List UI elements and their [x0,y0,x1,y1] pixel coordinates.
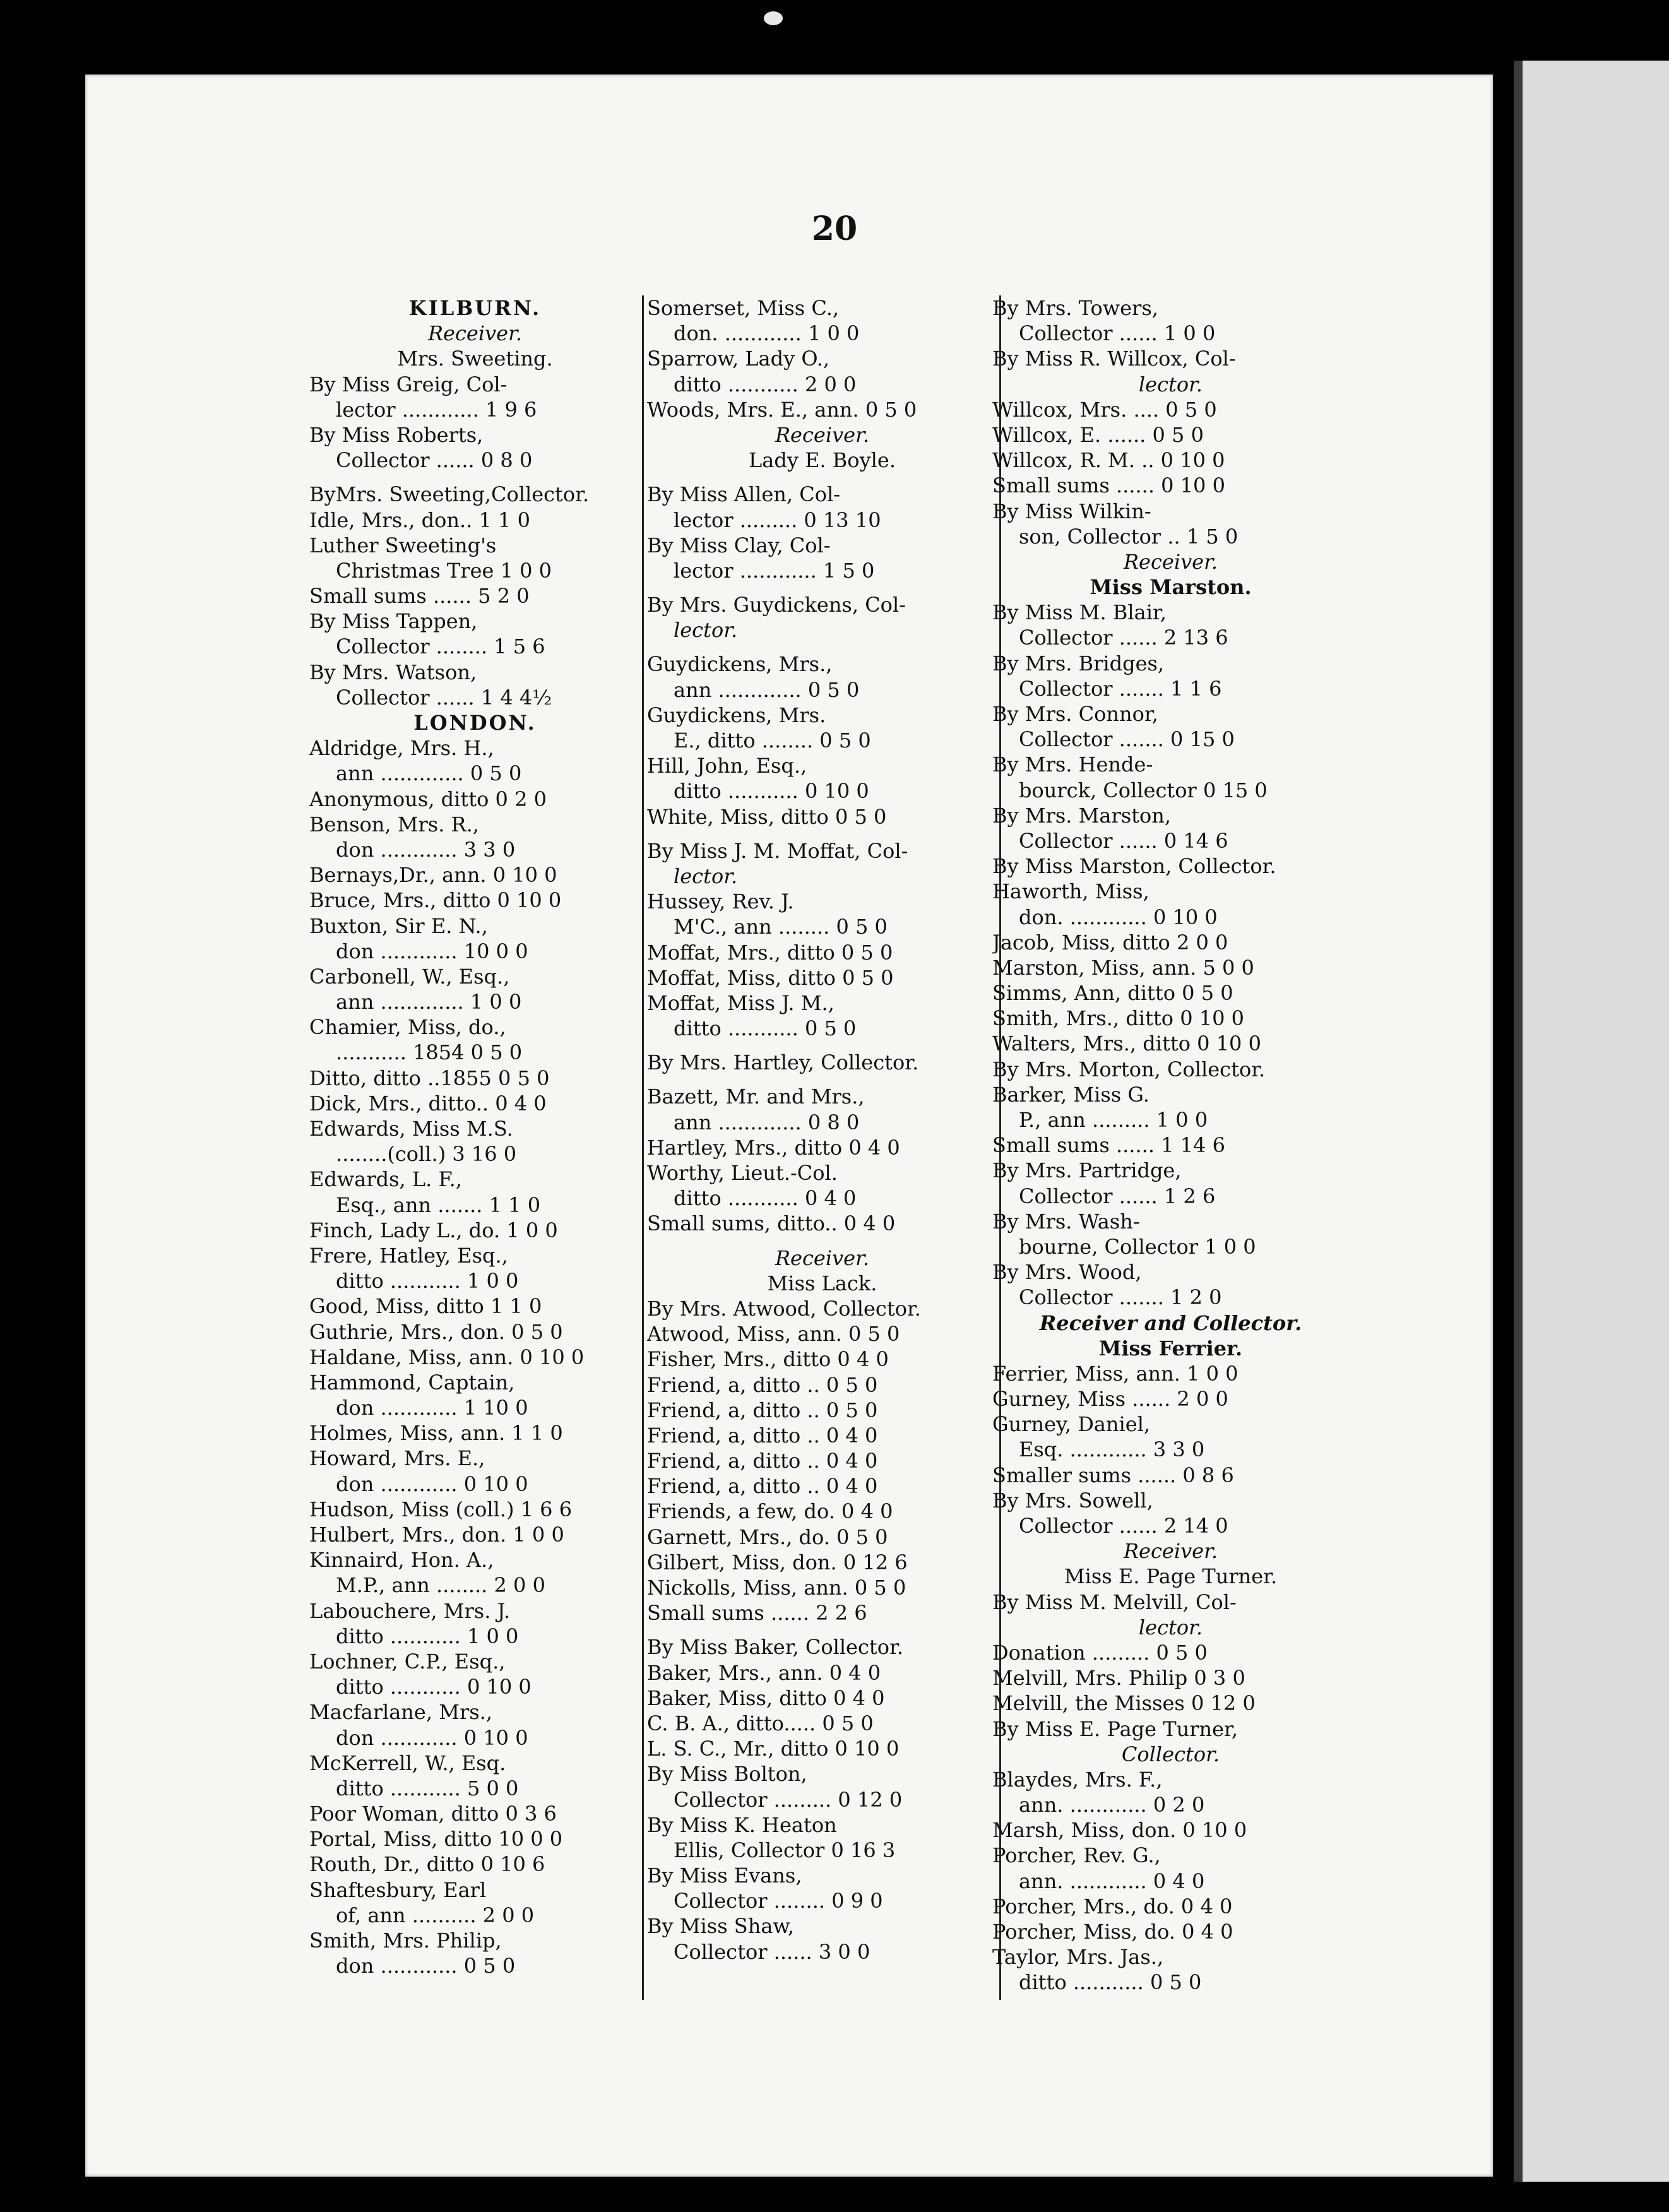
entry-line: Chamier, Miss, do., [309,1015,506,1040]
entry-line: Marsh, Miss, don. 0 10 0 [992,1818,1247,1843]
entry-line: Marston, Miss, ann. 5 0 0 [992,955,1254,980]
entry-line: By Miss Wilkin- [992,499,1151,523]
entry-line: Howard, Mrs. E., [309,1446,485,1471]
entry-line: Guthrie, Mrs., don. 0 5 0 [309,1319,563,1344]
entry-line: Collector ...... 2 14 0 [1019,1514,1228,1538]
entry-line: Collector ...... 1 2 6 [1019,1184,1216,1208]
entry-line: Sparrow, Lady O., [647,347,830,371]
entry-line: Labouchere, Mrs. J. [309,1598,511,1623]
entry-line: bourck, Collector 0 15 0 [1019,778,1268,802]
entry-line: By Mrs. Sowell, [992,1488,1153,1513]
entry-line: Ditto, ditto ..1855 0 5 0 [309,1066,550,1090]
entry-line: Miss E. Page Turner. [1064,1564,1278,1589]
entry-line: Kinnaird, Hon. A., [309,1548,494,1573]
entry-line: Donation ......... 0 5 0 [992,1640,1208,1665]
entry-line: son, Collector .. 1 5 0 [1019,524,1238,549]
entry-line: Porcher, Miss, do. 0 4 0 [992,1920,1233,1944]
entry-line: Collector ......... 0 12 0 [674,1787,903,1812]
entry-line: Friend, a, ditto .. 0 4 0 [647,1423,878,1448]
entry-line: Friend, a, ditto .. 0 5 0 [647,1372,878,1397]
entry-line: E., ditto ........ 0 5 0 [674,728,871,752]
column-rule-left [642,295,644,2000]
entry-line: Edwards, Miss M.S. [309,1117,513,1141]
entry-line: Walters, Mrs., ditto 0 10 0 [992,1032,1261,1056]
entry-line: Miss Marston. [1090,575,1252,600]
entry-line: Hammond, Captain, [309,1370,515,1394]
entry-line: Receiver. [1123,549,1218,574]
entry-line: Moffat, Miss J. M., [647,990,834,1015]
entry-line: Christmas Tree 1 0 0 [336,558,552,583]
next-page-edge [1514,61,1669,2182]
entry-line: Friend, a, ditto .. 0 4 0 [647,1449,878,1473]
entry-line: Worthy, Lieut.-Col. [647,1161,838,1185]
entry-line: Fisher, Mrs., ditto 0 4 0 [647,1347,889,1372]
entry-line: Gurney, Miss ...... 2 0 0 [992,1387,1228,1412]
entry-line: Porcher, Mrs., do. 0 4 0 [992,1894,1233,1918]
entry-line: lector. [1138,1615,1203,1639]
entry-line: Moffat, Mrs., ditto 0 5 0 [647,940,893,965]
entry-line: By Mrs. Partridge, [992,1158,1182,1183]
page-edge-shadow [1514,61,1523,2182]
entry-line: M'C., ann ........ 0 5 0 [674,915,888,939]
entry-line: lector. [674,864,738,888]
entry-line: ann ............. 0 5 0 [336,761,522,786]
entry-line: By Miss Evans, [647,1864,802,1888]
entry-line: Receiver. [427,321,523,346]
entry-line: By Miss M. Melvill, Col- [992,1590,1237,1614]
entry-line: ann ............. 0 5 0 [674,677,860,702]
entry-line: Willcox, Mrs. .... 0 5 0 [992,397,1217,422]
entry-line: Baker, Mrs., ann. 0 4 0 [647,1660,881,1685]
entry-line: Garnett, Mrs., do. 0 5 0 [647,1525,888,1549]
entry-line: Holmes, Miss, ann. 1 1 0 [309,1421,563,1446]
entry-line: By Mrs. Wash- [992,1209,1140,1234]
subscription-column-2 [647,295,997,1965]
entry-line: Collector ...... 1 0 0 [1019,321,1216,346]
entry-line: By Miss Bolton, [647,1762,807,1787]
entry-line: Mrs. Sweeting. [397,347,553,371]
entry-line: Woods, Mrs. E., ann. 0 5 0 [647,397,917,422]
entry-line: Melvill, the Misses 0 12 0 [992,1691,1256,1716]
entry-line: Receiver and Collector. [1039,1311,1302,1335]
entry-line: Gurney, Daniel, [992,1412,1151,1437]
entry-line: Receiver. [1123,1539,1218,1564]
entry-line: ditto ........... 2 0 0 [674,372,857,396]
entry-line: Moffat, Miss, ditto 0 5 0 [647,965,894,990]
entry-line: Baker, Miss, ditto 0 4 0 [647,1686,885,1710]
entry-line: By Mrs. Wood, [992,1260,1142,1285]
page-number: 20 [811,210,858,248]
entry-line: Luther Sweeting's [309,533,497,557]
entry-line: By Miss M. Blair, [992,600,1167,625]
entry-line: Haldane, Miss, ann. 0 10 0 [309,1345,585,1369]
entry-line: Small sums ...... 2 2 6 [647,1601,867,1626]
entry-line: Small sums ...... 1 14 6 [992,1133,1225,1158]
entry-line: Hulbert, Mrs., don. 1 0 0 [309,1523,564,1547]
entry-line: lector. [674,618,738,643]
entry-line: C. B. A., ditto..... 0 5 0 [647,1711,874,1735]
entry-line: Idle, Mrs., don.. 1 1 0 [309,508,530,532]
entry-line: ditto ........... 0 10 0 [674,779,869,804]
entry-line: Benson, Mrs. R., [309,812,479,836]
entry-line: By Miss Allen, Col- [647,482,841,507]
entry-line: By Mrs. Marston, [992,803,1172,828]
entry-line: Esq., ann ....... 1 1 0 [336,1192,541,1217]
entry-line: By Mrs. Bridges, [992,651,1165,675]
entry-line: Hill, John, Esq., [647,754,807,778]
subscription-column-1 [309,295,641,1978]
entry-line: By Miss Shaw, [647,1914,795,1939]
entry-line: Macfarlane, Mrs., [309,1700,493,1725]
entry-line: ditto ........... 0 5 0 [674,1016,857,1041]
entry-line: Collector ...... 0 8 0 [336,448,533,473]
entry-line: Dick, Mrs., ditto.. 0 4 0 [309,1091,547,1115]
entry-line: Blaydes, Mrs. F., [992,1767,1163,1792]
entry-line: By Miss K. Heaton [647,1812,837,1837]
entry-line: Friend, a, ditto .. 0 5 0 [647,1398,878,1422]
entry-line: Lady E. Boyle. [749,448,896,473]
entry-line: Collector ...... 2 13 6 [1019,626,1228,650]
entry-line: LONDON. [413,711,537,735]
entry-line: don ............ 1 10 0 [336,1396,528,1420]
entry-line: Small sums, ditto.. 0 4 0 [647,1211,896,1236]
entry-line: ditto ........... 1 0 0 [336,1269,519,1293]
entry-line: Frere, Hatley, Esq., [309,1243,508,1268]
entry-line: lector ............ 1 5 0 [674,558,875,583]
entry-line: don. ............ 0 10 0 [1019,905,1218,929]
entry-line: Hartley, Mrs., ditto 0 4 0 [647,1135,900,1160]
entry-line: Finch, Lady L., do. 1 0 0 [309,1218,558,1242]
entry-line: Guydickens, Mrs., [647,652,833,677]
entry-line: lector ............ 1 9 6 [336,397,537,422]
entry-line: ditto ........... 1 0 0 [336,1624,519,1648]
entry-line: Simms, Ann, ditto 0 5 0 [992,981,1233,1006]
entry-line: Collector ...... 3 0 0 [674,1939,870,1964]
entry-line: Ferrier, Miss, ann. 1 0 0 [992,1361,1238,1386]
paper-speck [764,11,783,25]
entry-line: Buxton, Sir E. N., [309,913,488,938]
entry-line: Bazett, Mr. and Mrs., [647,1085,865,1109]
entry-line: Willcox, E. ...... 0 5 0 [992,422,1204,447]
entry-line: Jacob, Miss, ditto 2 0 0 [992,930,1228,954]
entry-line: ann. ............ 0 4 0 [1019,1869,1205,1893]
entry-line: don ............ 10 0 0 [336,939,528,963]
entry-line: Hussey, Rev. J. [647,889,794,914]
entry-line: Smith, Mrs., ditto 0 10 0 [992,1006,1244,1031]
entry-line: By Mrs. Watson, [309,660,477,684]
entry-line: Collector ........ 1 5 6 [336,634,545,659]
entry-line: Smaller sums ...... 0 8 6 [992,1463,1234,1487]
entry-line: By Miss J. M. Moffat, Col- [647,838,908,863]
entry-line: By Mrs. Towers, [992,296,1158,320]
entry-line: By Mrs. Guydickens, Col- [647,593,906,617]
entry-line: By Miss R. Willcox, Col- [992,347,1236,371]
entry-line: ann. ............ 0 2 0 [1019,1793,1205,1817]
entry-line: Esq. ............ 3 3 0 [1019,1437,1205,1462]
entry-line: Small sums ...... 0 10 0 [992,473,1225,498]
entry-line: Melvill, Mrs. Philip 0 3 0 [992,1666,1245,1691]
entry-line: Bruce, Mrs., ditto 0 10 0 [309,888,562,913]
entry-line: Collector ...... 0 14 6 [1019,828,1228,853]
entry-line: Edwards, L. F., [309,1167,463,1192]
entry-line: By Mrs. Hende- [992,752,1153,777]
entry-line: don ............ 0 10 0 [336,1472,528,1496]
entry-line: Shaftesbury, Earl [309,1877,487,1902]
entry-line: Gilbert, Miss, don. 0 12 6 [647,1550,908,1574]
entry-line: Taylor, Mrs. Jas., [992,1945,1164,1970]
entry-line: By Mrs. Connor, [992,702,1158,726]
entry-line: Good, Miss, ditto 1 1 0 [309,1294,542,1319]
entry-line: lector ......... 0 13 10 [674,508,881,532]
entry-line: Friend, a, ditto .. 0 4 0 [647,1474,878,1499]
entry-line: Hudson, Miss (coll.) 1 6 6 [309,1497,573,1521]
entry-line: Bernays,Dr., ann. 0 10 0 [309,863,557,888]
entry-line: Miss Ferrier. [1098,1336,1243,1360]
entry-line: McKerrell, W., Esq. [309,1751,506,1775]
entry-line: By Miss Greig, Col- [309,372,508,396]
entry-line: Portal, Miss, ditto 10 0 0 [309,1827,563,1852]
entry-line: Friends, a few, do. 0 4 0 [647,1499,893,1524]
entry-line: Routh, Dr., ditto 0 10 6 [309,1852,545,1877]
entry-line: don ............ 0 5 0 [336,1954,516,1978]
entry-line: By Miss Baker, Collector. [647,1635,903,1660]
entry-line: Ellis, Collector 0 16 3 [674,1838,896,1862]
entry-line: ann ............. 1 0 0 [336,990,522,1014]
entry-line: By Miss Marston, Collector. [992,854,1276,879]
entry-line: ann ............. 0 8 0 [674,1110,860,1134]
entry-line: Porcher, Rev. G., [992,1843,1161,1868]
entry-line: L. S. C., Mr., ditto 0 10 0 [647,1737,900,1761]
entry-line: Collector. [1121,1742,1220,1766]
entry-line: don. ............ 1 0 0 [674,321,860,346]
entry-line: Receiver. [775,1246,870,1270]
entry-line: By Miss E. Page Turner, [992,1716,1238,1741]
entry-line: ditto ........... 0 10 0 [336,1675,532,1699]
entry-line: Atwood, Miss, ann. 0 5 0 [647,1322,900,1347]
entry-line: Nickolls, Miss, ann. 0 5 0 [647,1576,906,1600]
entry-line: Collector ...... 1 4 4½ [336,685,552,710]
entry-line: Collector ....... 0 15 0 [1019,727,1235,752]
entry-line: Guydickens, Mrs. [647,703,826,727]
entry-line: By Mrs. Atwood, Collector. [647,1296,921,1321]
entry-line: don ............ 3 3 0 [336,837,516,862]
entry-line: ditto ........... 0 4 0 [674,1186,857,1211]
entry-line: By Miss Roberts, [309,422,484,447]
entry-line: Collector ....... 1 2 0 [1019,1285,1222,1310]
entry-line: lector. [1138,372,1203,396]
entry-line: bourne, Collector 1 0 0 [1019,1234,1256,1259]
entry-line: By Mrs. Morton, Collector. [992,1057,1266,1081]
subscription-column-3 [992,295,1349,1995]
entry-line: Small sums ...... 5 2 0 [309,584,530,609]
entry-line: Smith, Mrs. Philip, [309,1929,502,1953]
entry-line: Willcox, R. M. .. 0 10 0 [992,448,1225,473]
entry-line: ditto ........... 0 5 0 [1019,1970,1202,1995]
entry-line: Collector ........ 0 9 0 [674,1889,883,1913]
entry-line: ........(coll.) 3 16 0 [336,1142,517,1167]
entry-line: Poor Woman, ditto 0 3 6 [309,1802,557,1826]
entry-line: Lochner, C.P., Esq., [309,1649,506,1674]
entry-line: Collector ....... 1 1 6 [1019,676,1222,701]
entry-line: P., ann ......... 1 0 0 [1019,1108,1208,1132]
entry-line: ........... 1854 0 5 0 [336,1040,523,1065]
entry-line: of, ann .......... 2 0 0 [336,1903,535,1927]
entry-line: ByMrs. Sweeting,Collector. [309,482,590,507]
entry-line: By Miss Tappen, [309,609,478,634]
entry-line: Barker, Miss G. [992,1082,1149,1107]
entry-line: Haworth, Miss, [992,879,1149,904]
entry-line: Carbonell, W., Esq., [309,964,510,989]
entry-line: KILBURN. [408,296,542,320]
entry-line: don ............ 0 10 0 [336,1725,528,1750]
entry-line: Receiver. [775,422,870,447]
entry-line: M.P., ann ........ 2 0 0 [336,1573,545,1598]
entry-line: By Mrs. Hartley, Collector. [647,1050,919,1075]
entry-line: Somerset, Miss C., [647,296,840,320]
entry-line: By Miss Clay, Col- [647,533,831,557]
entry-line: ditto ........... 5 0 0 [336,1776,519,1800]
entry-line: Anonymous, ditto 0 2 0 [309,787,547,811]
entry-line: Miss Lack. [767,1271,877,1295]
entry-line: Aldridge, Mrs. H., [309,736,494,761]
entry-line: White, Miss, ditto 0 5 0 [647,804,887,829]
